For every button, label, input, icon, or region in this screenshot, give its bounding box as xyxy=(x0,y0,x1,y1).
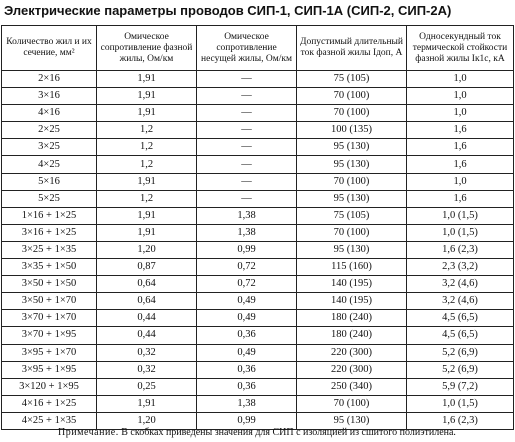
table-row xyxy=(2,361,514,378)
table-cell: 3×95 + 1×95 xyxy=(2,361,97,378)
table-cell: 1,0 (1,5) xyxy=(407,207,514,224)
table-cell: — xyxy=(197,88,297,105)
header-cores-section: Количество жил и их сечение, мм² xyxy=(2,26,97,71)
table-cell: 4×25 xyxy=(2,156,97,173)
table-cell: 1,91 xyxy=(97,105,197,122)
table-cell: 1,0 xyxy=(407,71,514,88)
table-cell: 95 (130) xyxy=(297,139,407,156)
table-cell: 1,2 xyxy=(97,190,197,207)
table-cell: 220 (300) xyxy=(297,344,407,361)
footnote xyxy=(1,425,513,441)
table-cell: 0,49 xyxy=(197,344,297,361)
table-cell: 5,9 (7,2) xyxy=(407,378,514,395)
table-cell: 180 (240) xyxy=(297,310,407,327)
table-row xyxy=(2,122,514,139)
header-short-circuit-current: Односекундный ток термической стойкости фазной жилы Iк1с, кА xyxy=(407,26,514,71)
table-row xyxy=(2,156,514,173)
table-cell: 5×16 xyxy=(2,173,97,190)
table-cell: 4,5 (6,5) xyxy=(407,327,514,344)
table-row xyxy=(2,173,514,190)
table-cell: 75 (105) xyxy=(297,207,407,224)
table-cell: 0,72 xyxy=(197,276,297,293)
table-cell: 0,72 xyxy=(197,259,297,276)
table-cell: 3,2 (4,6) xyxy=(407,276,514,293)
table-cell: 1,91 xyxy=(97,173,197,190)
table-cell: 95 (130) xyxy=(297,156,407,173)
table-cell: 1,91 xyxy=(97,207,197,224)
table-row xyxy=(2,241,514,258)
table-cell: 5,2 (6,9) xyxy=(407,344,514,361)
table-cell: 1,91 xyxy=(97,71,197,88)
table-cell: 1,6 xyxy=(407,190,514,207)
table-row xyxy=(2,88,514,105)
table-cell: 70 (100) xyxy=(297,173,407,190)
table-cell: 1,91 xyxy=(97,224,197,241)
table-cell: 3×70 + 1×95 xyxy=(2,327,97,344)
table-cell: 140 (195) xyxy=(297,276,407,293)
table-cell: 3×35 + 1×50 xyxy=(2,259,97,276)
table-cell: — xyxy=(197,105,297,122)
table-cell: 0,99 xyxy=(197,412,297,429)
table-cell: 0,44 xyxy=(97,327,197,344)
table-row xyxy=(2,190,514,207)
table-cell: 1,2 xyxy=(97,156,197,173)
table-cell: 3×16 + 1×25 xyxy=(2,224,97,241)
table-row xyxy=(2,259,514,276)
header-phase-resistance: Омическое сопротивление фазной жилы, Ом/км xyxy=(97,26,197,71)
table-cell: — xyxy=(197,122,297,139)
table-cell: 140 (195) xyxy=(297,293,407,310)
table-cell: 1,0 (1,5) xyxy=(407,224,514,241)
table-row xyxy=(2,327,514,344)
table-cell: 0,36 xyxy=(197,378,297,395)
table-cell: 70 (100) xyxy=(297,395,407,412)
table-cell: 3×16 xyxy=(2,88,97,105)
table-row xyxy=(2,344,514,361)
table-cell: 1,6 xyxy=(407,139,514,156)
table-cell: — xyxy=(197,139,297,156)
table-cell: 220 (300) xyxy=(297,361,407,378)
table-cell: 1,0 xyxy=(407,105,514,122)
table-cell: 1,91 xyxy=(97,395,197,412)
table-cell: 0,32 xyxy=(97,361,197,378)
table-cell: 95 (130) xyxy=(297,241,407,258)
table-row xyxy=(2,276,514,293)
table-cell: 3×70 + 1×70 xyxy=(2,310,97,327)
table-cell: 0,36 xyxy=(197,361,297,378)
table-cell: 180 (240) xyxy=(297,327,407,344)
document-title: Электрические параметры проводов СИП-1, СИП-1А (СИП-2, СИП-2А) xyxy=(4,3,452,18)
table-row xyxy=(2,224,514,241)
table-cell: 3,2 (4,6) xyxy=(407,293,514,310)
table-cell: 1,6 xyxy=(407,122,514,139)
table-cell: 0,44 xyxy=(97,310,197,327)
table-cell: — xyxy=(197,190,297,207)
table-cell: 1,0 (1,5) xyxy=(407,395,514,412)
table-cell: 0,87 xyxy=(97,259,197,276)
table-cell: 3×120 + 1×95 xyxy=(2,378,97,395)
table-cell: 1×16 + 1×25 xyxy=(2,207,97,224)
table-row xyxy=(2,105,514,122)
table-cell: — xyxy=(197,156,297,173)
table-cell: 3×25 + 1×35 xyxy=(2,241,97,258)
table-cell: 1,2 xyxy=(97,139,197,156)
table-cell: — xyxy=(197,173,297,190)
header-carrier-resistance: Омическое сопротивление несущей жилы, Ом/км xyxy=(197,26,297,71)
table-cell: 75 (105) xyxy=(297,71,407,88)
table-cell: 0,25 xyxy=(97,378,197,395)
table-cell: 1,91 xyxy=(97,88,197,105)
table-cell: 3×25 xyxy=(2,139,97,156)
table-cell: 115 (160) xyxy=(297,259,407,276)
table-cell: 0,99 xyxy=(197,241,297,258)
table-cell: 1,38 xyxy=(197,207,297,224)
table-cell: — xyxy=(197,71,297,88)
table-cell: 2×16 xyxy=(2,71,97,88)
table-cell: 1,38 xyxy=(197,224,297,241)
table-cell: 1,6 (2,3) xyxy=(407,241,514,258)
header-continuous-current: Допустимый длительный ток фазной жилы Iдоп, А xyxy=(297,26,407,71)
table-cell: 0,64 xyxy=(97,276,197,293)
table-cell: 1,38 xyxy=(197,395,297,412)
table-cell: 1,6 (2,3) xyxy=(407,412,514,429)
table-cell: 95 (130) xyxy=(297,190,407,207)
table-cell: 1,0 xyxy=(407,88,514,105)
table-cell: 3×50 + 1×70 xyxy=(2,293,97,310)
table-cell: 2×25 xyxy=(2,122,97,139)
table-cell: 4×25 + 1×35 xyxy=(2,412,97,429)
table-cell: 0,64 xyxy=(97,293,197,310)
table-row xyxy=(2,293,514,310)
table-cell: 0,32 xyxy=(97,344,197,361)
table-cell: 70 (100) xyxy=(297,224,407,241)
table-cell: 0,49 xyxy=(197,310,297,327)
table-cell: 1,6 xyxy=(407,156,514,173)
table-body xyxy=(2,71,514,430)
table-cell: 3×50 + 1×50 xyxy=(2,276,97,293)
table-cell: 1,20 xyxy=(97,241,197,258)
table-cell: 70 (100) xyxy=(297,105,407,122)
table-cell: 0,36 xyxy=(197,327,297,344)
table-cell: 95 (130) xyxy=(297,412,407,429)
table-row xyxy=(2,207,514,224)
table-cell: 5×25 xyxy=(2,190,97,207)
table-cell: 1,0 xyxy=(407,173,514,190)
table-cell: 5,2 (6,9) xyxy=(407,361,514,378)
table-row xyxy=(2,395,514,412)
table-cell: 1,20 xyxy=(97,412,197,429)
table-cell: 4×16 xyxy=(2,105,97,122)
footnote-text: В скобках приведены значения для СИП с изоляцией из сшитого полиэтилена. xyxy=(118,427,456,438)
header-row xyxy=(2,26,514,71)
table-cell: 4×16 + 1×25 xyxy=(2,395,97,412)
table-row xyxy=(2,378,514,395)
table-row xyxy=(2,71,514,88)
table-cell: 2,3 (3,2) xyxy=(407,259,514,276)
parameters-table xyxy=(1,25,514,430)
table-row xyxy=(2,139,514,156)
table-cell: 70 (100) xyxy=(297,88,407,105)
table-cell: 250 (340) xyxy=(297,378,407,395)
table-row xyxy=(2,310,514,327)
table-cell: 100 (135) xyxy=(297,122,407,139)
table-cell: 4,5 (6,5) xyxy=(407,310,514,327)
table-cell: 3×95 + 1×70 xyxy=(2,344,97,361)
footnote-label: Примечание. xyxy=(58,427,119,438)
table-cell: 1,2 xyxy=(97,122,197,139)
table-cell: 0,49 xyxy=(197,293,297,310)
